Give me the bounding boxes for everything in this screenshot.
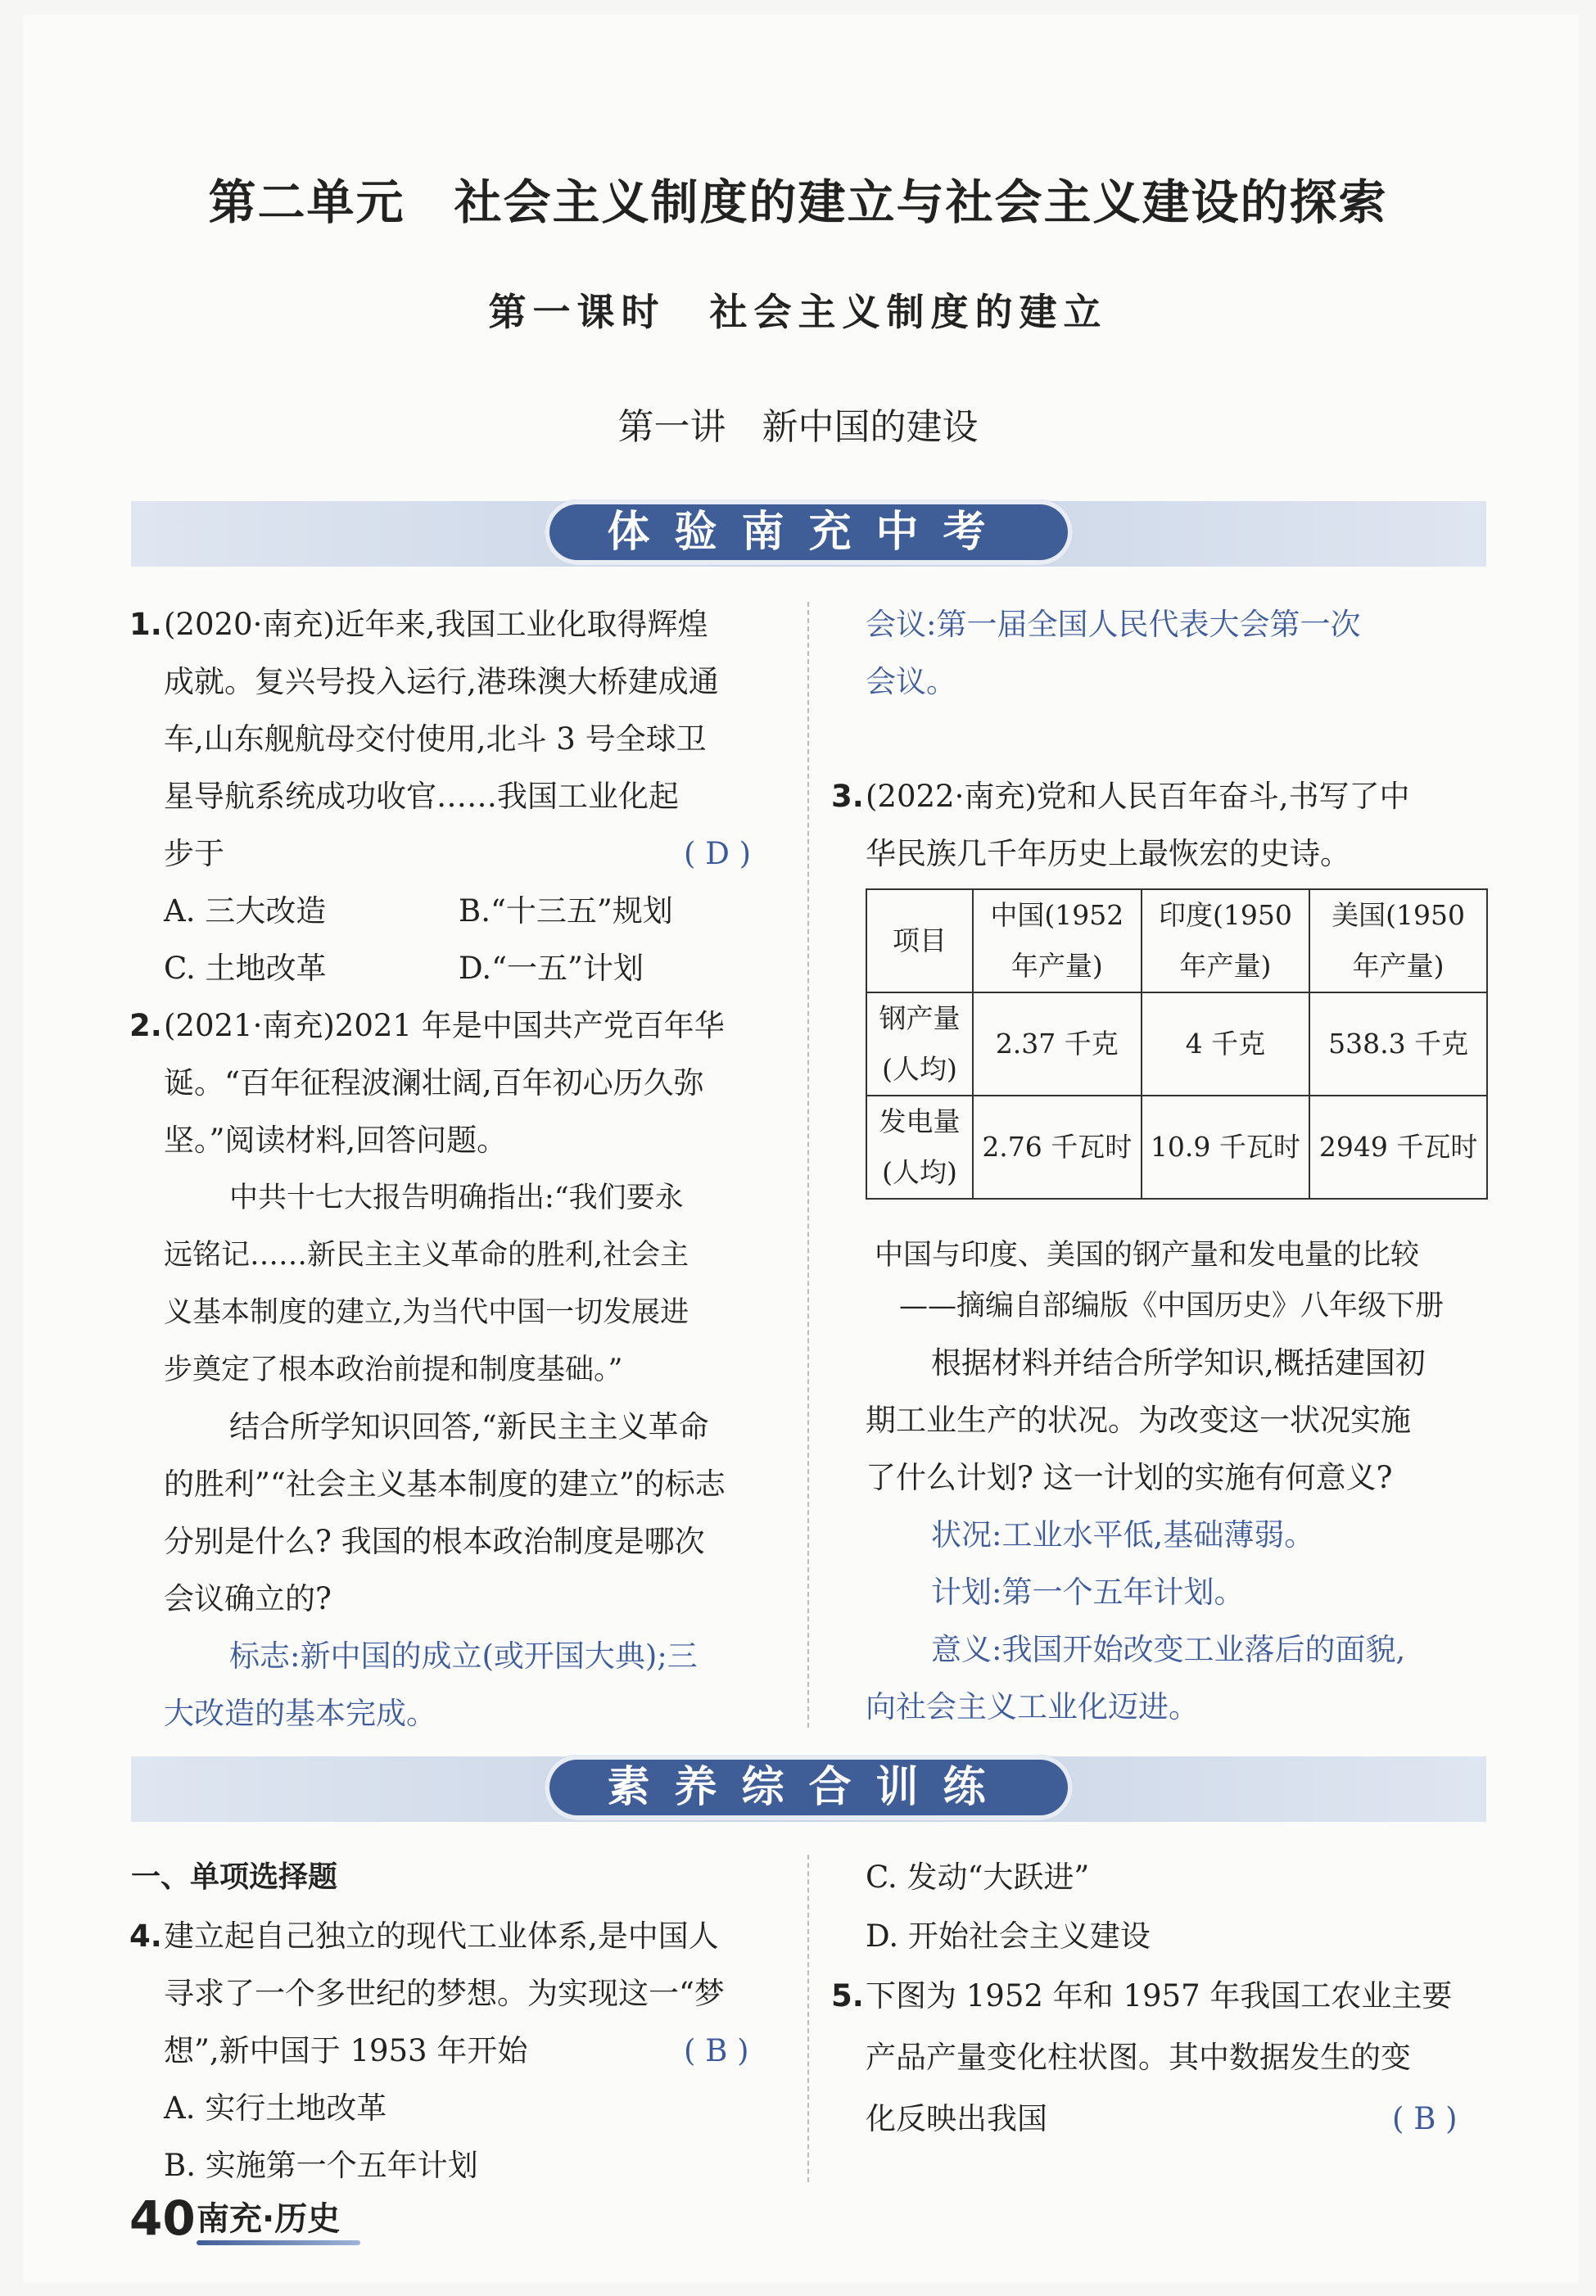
q2-question: 会议确立的? xyxy=(164,1581,332,1616)
q2-question: 分别是什么? 我国的根本政治制度是哪次 xyxy=(164,1524,705,1559)
q4-line: 想”,新中国于 1953 年开始 xyxy=(164,2033,528,2068)
table-header-cell: 美国(1950 年产量) xyxy=(1309,889,1487,992)
table-row xyxy=(866,1096,1487,1199)
q4-number: 4. xyxy=(129,1919,162,1954)
q1-answer: ( D ) xyxy=(684,836,752,871)
q4-option-b: B. 实施第一个五年计划 xyxy=(164,2148,478,2183)
q1-option-d: D.“一五”计划 xyxy=(459,951,644,986)
q3-question: 期工业生产的状况。为改变这一状况实施 xyxy=(866,1403,1411,1438)
q3-question: 了什么计划? 这一计划的实施有何意义? xyxy=(866,1460,1393,1495)
column-divider xyxy=(807,1855,809,2182)
table-row-label: 发电量 (人均) xyxy=(866,1096,973,1199)
production-table xyxy=(866,888,1488,1200)
q1-line: 星导航系统成功收官……我国工业化起 xyxy=(164,779,679,814)
column-divider xyxy=(807,602,809,1728)
q3-line: 华民族几千年历史上最恢宏的史诗。 xyxy=(866,836,1350,871)
q1-line: 车,山东舰航母交付使用,北斗 3 号全球卫 xyxy=(164,721,707,757)
table-cell: 4 千克 xyxy=(1142,992,1310,1096)
table-caption: 中国与印度、美国的钢产量和发电量的比较 xyxy=(875,1239,1420,1272)
q2-answer: 会议。 xyxy=(866,664,956,699)
unit-title: 第二单元 社会主义制度的建立与社会主义建设的探索 xyxy=(208,174,1388,230)
q1-option-b: B.“十三五”规划 xyxy=(459,893,673,929)
table-header-cell: 项目 xyxy=(866,889,973,992)
q2-material: 中共十七大报告明确指出:“我们要永 xyxy=(229,1182,684,1214)
table-source: ——摘编自部编版《中国历史》八年级下册 xyxy=(899,1290,1445,1322)
q1-line: 步于 xyxy=(164,836,224,871)
q3-question: 根据材料并结合所学知识,概括建国初 xyxy=(931,1345,1426,1381)
table-header-cell: 中国(1952 年产量) xyxy=(973,889,1142,992)
q1-line: 成就。复兴号投入运行,港珠澳大桥建成通 xyxy=(164,664,719,699)
q4-line: 建立起自己独立的现代工业体系,是中国人 xyxy=(164,1919,719,1954)
q1-number: 1. xyxy=(129,607,162,642)
exam-section-title: 体验南充中考 xyxy=(545,499,1073,565)
q4-option-a: A. 实行土地改革 xyxy=(164,2090,387,2126)
q3-answer: 向社会主义工业化迈进。 xyxy=(866,1689,1199,1724)
footer-underline xyxy=(197,2240,360,2245)
q2-material: 远铭记……新民主主义革命的胜利,社会主 xyxy=(164,1239,689,1272)
q2-line: 诞。“百年征程波澜壮阔,百年初心历久弥 xyxy=(164,1065,704,1101)
q4-option-d: D. 开始社会主义建设 xyxy=(866,1919,1151,1954)
q1-option-a: A. 三大改造 xyxy=(164,893,327,929)
table-header-cell: 印度(1950 年产量) xyxy=(1142,889,1310,992)
q3-line: (2022·南充)党和人民百年奋斗,书写了中 xyxy=(866,779,1410,814)
training-section-banner xyxy=(131,1756,1486,1822)
q2-answer: 会议:第一届全国人民代表大会第一次 xyxy=(866,607,1361,642)
table-cell: 2.37 千克 xyxy=(973,992,1142,1096)
exam-section-banner xyxy=(131,501,1486,567)
q5-answer: ( B ) xyxy=(1392,2101,1458,2136)
book-title: 南充·历史 xyxy=(197,2200,341,2238)
table-row-label: 钢产量 (人均) xyxy=(866,992,973,1096)
q5-line: 化反映出我国 xyxy=(866,2101,1047,2136)
q2-material: 义基本制度的建立,为当代中国一切发展进 xyxy=(164,1296,689,1329)
q2-material: 步奠定了根本政治前提和制度基础。” xyxy=(164,1354,623,1386)
q2-line: (2021·南充)2021 年是中国共产党百年华 xyxy=(164,1008,725,1043)
q5-line: 产品产量变化柱状图。其中数据发生的变 xyxy=(866,2040,1411,2075)
q3-answer: 计划:第一个五年计划。 xyxy=(931,1575,1245,1610)
page-number: 40 xyxy=(129,2190,196,2246)
q1-option-c: C. 土地改革 xyxy=(164,951,327,986)
q5-line: 下图为 1952 年和 1957 年我国工农业主要 xyxy=(866,1978,1453,2014)
q3-number: 3. xyxy=(831,779,864,814)
q2-answer: 标志:新中国的成立(或开国大典);三 xyxy=(229,1638,698,1674)
q1-line: (2020·南充)近年来,我国工业化取得辉煌 xyxy=(164,607,708,642)
table-header-row xyxy=(866,889,1487,992)
table-row xyxy=(866,992,1487,1096)
training-section-title: 素养综合训练 xyxy=(545,1755,1073,1820)
q4-answer: ( B ) xyxy=(684,2033,749,2068)
q2-line: 坚。”阅读材料,回答问题。 xyxy=(164,1123,508,1158)
q5-number: 5. xyxy=(831,1978,864,2014)
table-cell: 538.3 千克 xyxy=(1309,992,1487,1096)
q2-question: 结合所学知识回答,“新民主主义革命 xyxy=(229,1409,709,1444)
table-cell: 2.76 千瓦时 xyxy=(973,1096,1142,1199)
lecture-title: 第一讲 新中国的建设 xyxy=(617,406,979,448)
q2-question: 的胜利”“社会主义基本制度的建立”的标志 xyxy=(164,1467,726,1502)
q4-option-c: C. 发动“大跃进” xyxy=(866,1860,1090,1895)
q2-number: 2. xyxy=(129,1008,162,1043)
lesson-title: 第一课时 社会主义制度的建立 xyxy=(488,290,1108,334)
q2-answer: 大改造的基本完成。 xyxy=(164,1696,436,1731)
q4-line: 寻求了一个多世纪的梦想。为实现这一“梦 xyxy=(164,1976,725,2011)
table-cell: 10.9 千瓦时 xyxy=(1142,1096,1310,1199)
q3-answer: 状况:工业水平低,基础薄弱。 xyxy=(931,1517,1315,1553)
q3-answer: 意义:我国开始改变工业落后的面貌, xyxy=(931,1632,1406,1667)
table-cell: 2949 千瓦时 xyxy=(1309,1096,1487,1199)
part1-heading: 一、单项选择题 xyxy=(131,1860,338,1894)
